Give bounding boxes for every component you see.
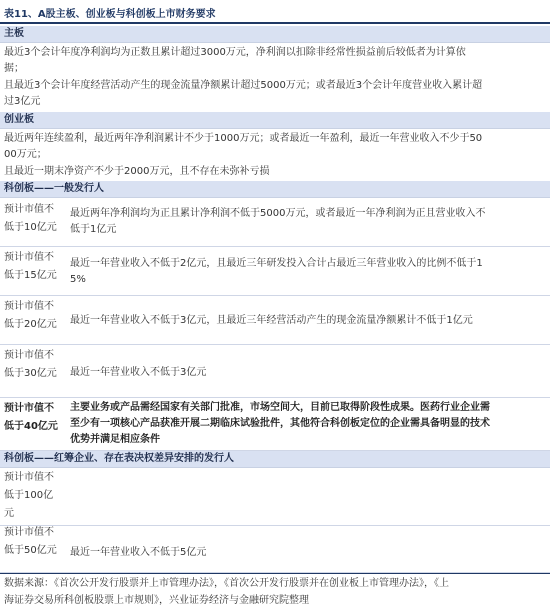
row-label: 预计市值不低于100亿元 — [4, 472, 54, 519]
main-board-line: 过3亿元 — [4, 96, 41, 107]
table-row — [0, 199, 550, 247]
row-description: 最近两年净利润均为正且累计净利润不低于5000万元，或者最近一年净利润为正且营业收入不 — [70, 208, 486, 219]
row-description: 最近一年营业收入不低于5亿元 — [70, 547, 207, 558]
table-row — [0, 296, 550, 345]
row-description: 最近一年营业收入不低于3亿元，且最近三年经营活动产生的现金流量净额累计不低于1亿元 — [70, 315, 473, 326]
row-label: 预计市值不低于40亿元 — [4, 403, 58, 432]
row-description: 至少有一项核心产品获准开展二期临床试验批件，其他符合科创板定位的企业需具备明显的技术 — [70, 418, 490, 429]
gem-board-line: 且最近一期末净资产不少于2000万元，且不存在未弥补亏损 — [4, 166, 270, 177]
table-row — [0, 526, 550, 573]
table-bottom-rule — [0, 573, 550, 574]
table-row — [0, 398, 550, 451]
row-description: 优势并满足相应条件 — [70, 434, 160, 445]
row-description: 主要业务或产品需经国家有关部门批准，市场空间大，目前已取得阶段性成果。医药行业企业需 — [70, 402, 490, 413]
table-row — [0, 247, 550, 296]
table-row — [0, 469, 550, 526]
source-note: 数据来源：《首次公开发行股票并上市管理办法》，《首次公开发行股票并在创业板上市管理办法》，《上 — [4, 578, 449, 589]
row-label: 预计市值不低于15亿元 — [4, 252, 57, 281]
main-board-line: 最近3个会计年度净利润均为正数且累计超过3000万元，净利润以扣除非经常性损益前后较低者为计算依 — [4, 47, 466, 58]
table-row — [0, 345, 550, 398]
row-description: 5% — [70, 274, 86, 285]
section-header-gem-board: 创业板 — [0, 112, 550, 129]
main-board-line: 且最近3个会计年度经营活动产生的现金流量净额累计超过5000万元；或者最近3个会计年度营业收入累计超 — [4, 80, 483, 91]
row-label: 预计市值不低于30亿元 — [4, 350, 57, 379]
table-title: 表11、A股主板、创业板与科创板上市财务要求 — [4, 9, 216, 20]
row-description: 低于1亿元 — [70, 224, 117, 235]
row-description: 最近一年营业收入不低于2亿元，且最近三年研发投入合计占最近三年营业收入的比例不低于1 — [70, 258, 483, 269]
main-board-line: 据； — [4, 63, 24, 74]
row-label: 预计市值不低于20亿元 — [4, 301, 57, 330]
source-note: 海证券交易所科创板股票上市规则》，兴业证券经济与金融研究院整理 — [4, 595, 309, 606]
title-rule — [0, 22, 550, 24]
row-label: 预计市值不低于10亿元 — [4, 204, 57, 233]
gem-board-line: 00万元； — [4, 149, 47, 160]
gem-board-line: 最近两年连续盈利，最近两年净利润累计不少于1000万元；或者最近一年盈利，最近一年营业收入不少于50 — [4, 133, 483, 144]
row-description: 最近一年营业收入不低于3亿元 — [70, 367, 207, 378]
section-header-star-general: 科创板——一般发行人 — [0, 181, 550, 198]
section-header-main-board: 主板 — [0, 26, 550, 43]
section-header-star-special: 科创板——红筹企业、存在表决权差异安排的发行人 — [0, 451, 550, 468]
row-label: 预计市值不低于50亿元 — [4, 527, 57, 556]
